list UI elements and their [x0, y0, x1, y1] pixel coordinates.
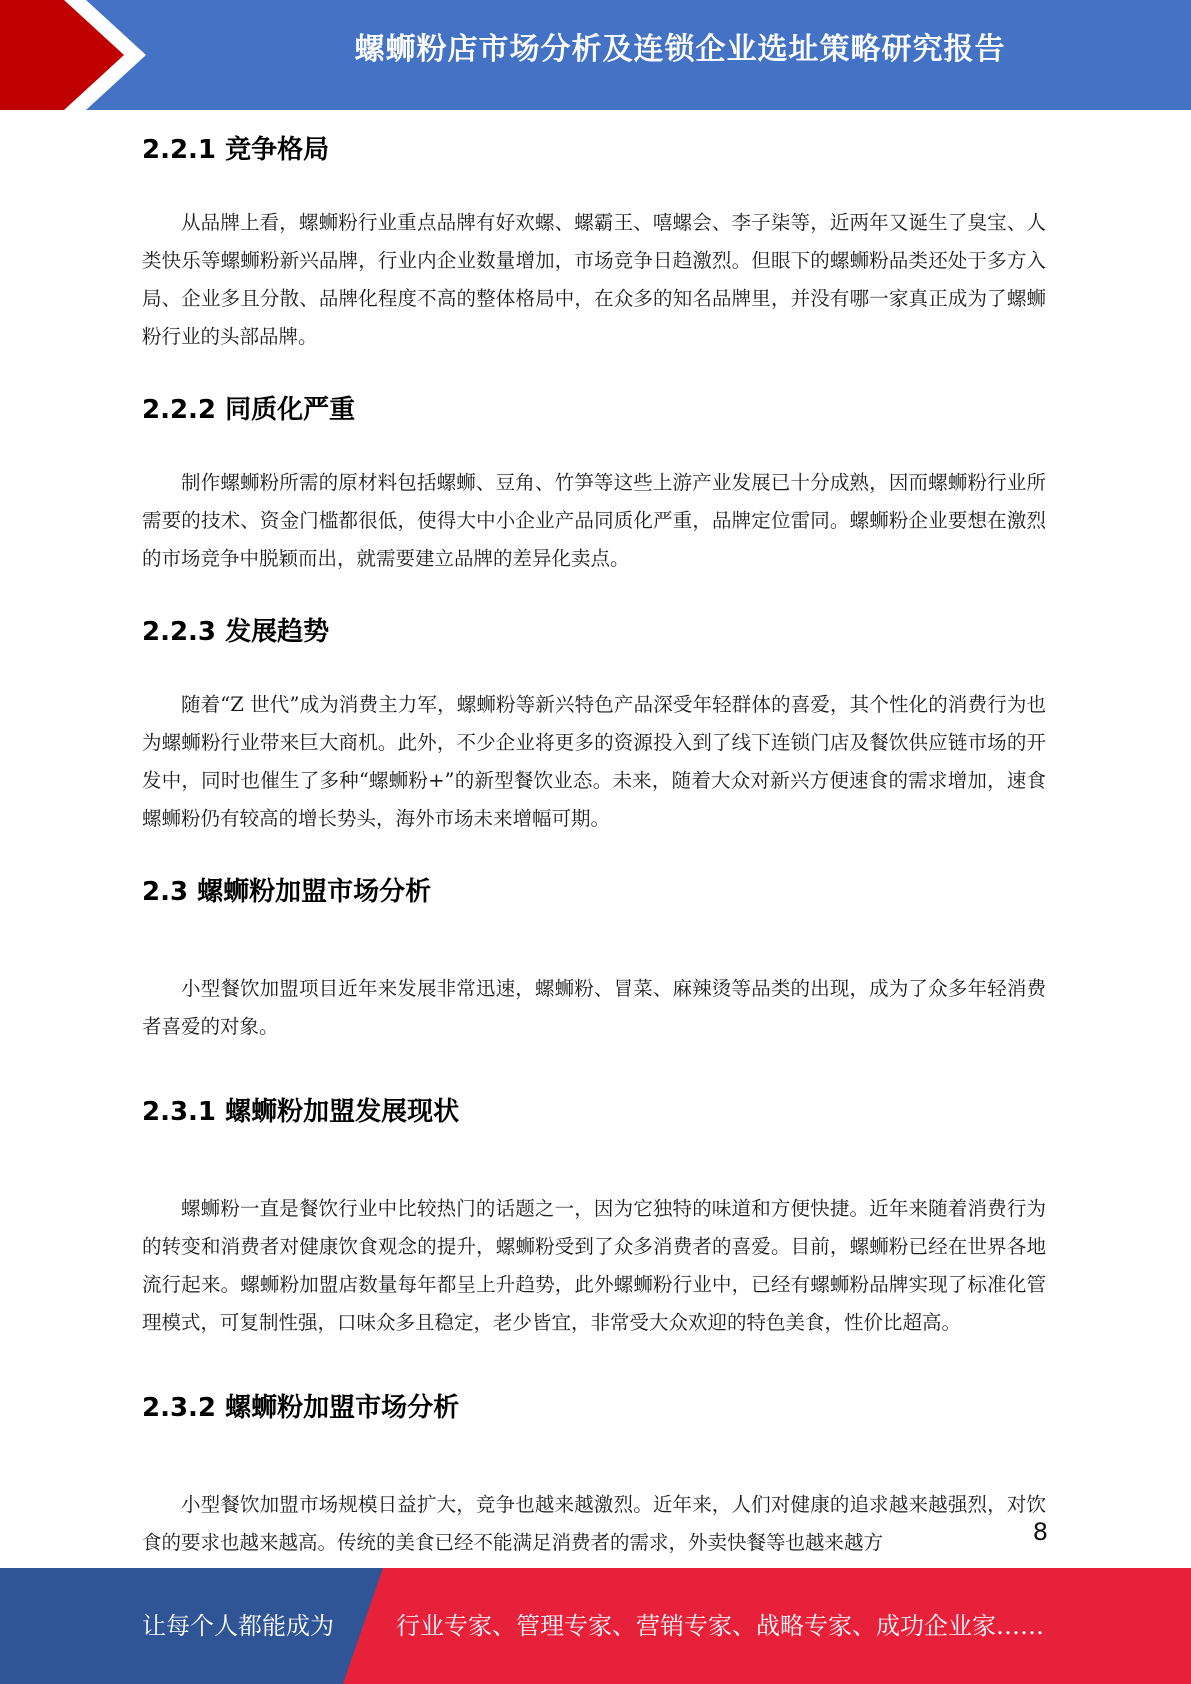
section-heading: 2.3.1 螺蛳粉加盟发展现状: [142, 1097, 460, 1127]
section-franchise-status: [142, 1080, 1046, 1342]
section-paragraph: 从品牌上看，螺蛳粉行业重点品牌有好欢螺、螺霸王、嘻螺会、李子柒等，近两年又诞生了臭宝、人类快乐等螺蛳粉新兴品牌，行业内企业数量增加，市场竞争日趋激烈。但眼下的螺蛳粉品类还处于多方入局、企业多且分散、品牌化程度不高的整体格局中，在众多的知名品牌里，并没有哪一家真正成为了螺蛳粉行业的头部品牌。: [142, 211, 1046, 348]
section-paragraph: 小型餐饮加盟项目近年来发展非常迅速，螺蛳粉、冒菜、麻辣烫等品类的出现，成为了众多年轻消费者喜爱的对象。: [142, 977, 1046, 1038]
section-heading: 2.3 螺蛳粉加盟市场分析: [142, 877, 432, 907]
section-heading: 2.2.2 同质化严重: [142, 395, 356, 425]
page-number: 8: [1032, 1518, 1048, 1546]
section-heading: 2.2.1 竞争格局: [142, 135, 330, 165]
section-paragraph: 螺蛳粉一直是餐饮行业中比较热门的话题之一，因为它独特的味道和方便快捷。近年来随着消费行为的转变和消费者对健康饮食观念的提升，螺蛳粉受到了众多消费者的喜爱。目前，螺蛳粉已经在世界各地流行起来。螺蛳粉加盟店数量每年都呈上升趋势，此外螺蛳粉行业中，已经有螺蛳粉品牌实现了标准化管理模式，可复制性强，口味众多且稳定，老少皆宜，非常受大众欢迎的特色美食，性价比超高。: [142, 1197, 1046, 1334]
document-body: [142, 118, 1046, 1562]
header-chevron-decoration: [0, 0, 150, 110]
section-franchise-analysis: [142, 1376, 1046, 1562]
footer-slogan-right: 行业专家、管理专家、营销专家、战略专家、成功企业家……: [396, 1612, 1044, 1640]
footer-slogan-left: 让每个人都能成为: [142, 1612, 334, 1640]
section-competition: [142, 118, 1046, 356]
section-heading: 2.3.2 螺蛳粉加盟市场分析: [142, 1393, 460, 1423]
chevron-fill: [0, 0, 124, 110]
section-paragraph: 随着“Z 世代”成为消费主力军，螺蛳粉等新兴特色产品深受年轻群体的喜爱，其个性化的消费行为也为螺蛳粉行业带来巨大商机。此外，不少企业将更多的资源投入到了线下连锁门店及餐饮供应链市场的开发中，同时也催生了多种“螺蛳粉+”的新型餐饮业态。未来，随着大众对新兴方便速食的需求增加，速食螺蛳粉仍有较高的增长势头，海外市场未来增幅可期。: [142, 693, 1046, 830]
page-header: [0, 0, 1191, 110]
report-title: 螺蛳粉店市场分析及连锁企业选址策略研究报告: [354, 32, 1006, 67]
section-trend: [142, 600, 1046, 838]
section-paragraph: 小型餐饮加盟市场规模日益扩大，竞争也越来越激烈。近年来，人们对健康的追求越来越强烈，对饮食的要求也越来越高。传统的美食已经不能满足消费者的需求，外卖快餐等也越来越方: [142, 1493, 1046, 1554]
section-homogenization: [142, 378, 1046, 578]
section-heading: 2.2.3 发展趋势: [142, 617, 330, 647]
section-paragraph: 制作螺蛳粉所需的原材料包括螺蛳、豆角、竹笋等这些上游产业发展已十分成熟，因而螺蛳粉行业所需要的技术、资金门槛都很低，使得大中小企业产品同质化严重，品牌定位雷同。螺蛳粉企业要想在激烈的市场竞争中脱颖而出，就需要建立品牌的差异化卖点。: [142, 471, 1046, 570]
page-footer: [0, 1568, 1191, 1684]
section-franchise-market: [142, 860, 1046, 1046]
